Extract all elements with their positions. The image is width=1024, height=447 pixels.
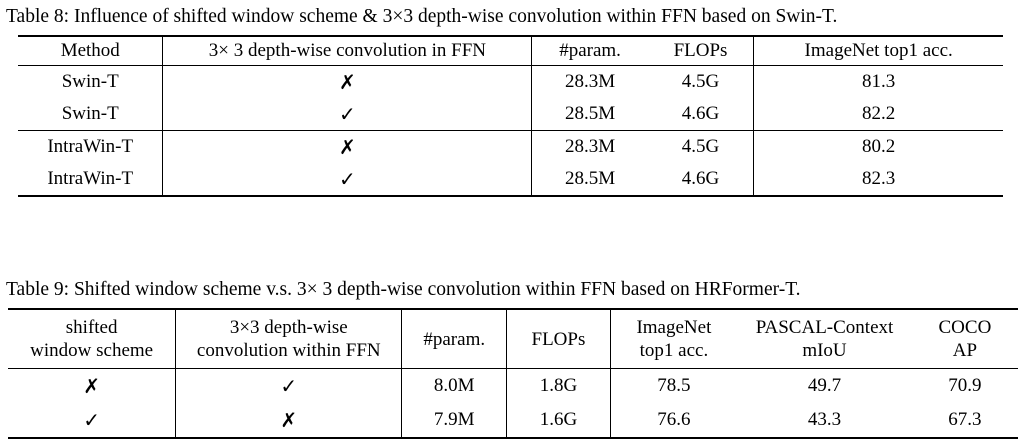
table-8 [18,35,1003,197]
table-8-header-dwconv: 3× 3 depth-wise convolution in FFN [163,36,532,66]
table-9-r0-dwconv: ✓ [176,369,402,404]
table-8-r0-dwconv: ✗ [163,66,532,99]
table-9-r1-pascal: 43.3 [737,403,912,438]
table-9-header-coco-line2: AP [952,340,978,361]
table-8-r2-acc: 80.2 [754,131,1003,164]
table-8-r1-acc: 82.2 [754,98,1003,131]
table-9-header-pascal-line2: mIoU [802,340,847,361]
table-row [18,98,1003,131]
table-8-r0-acc: 81.3 [754,66,1003,99]
table-9-r1-param: 7.9M [402,403,507,438]
table-8-header-flops: FLOPs [648,36,754,66]
table-9-header-shifted-line1: shifted [65,317,118,338]
table-9-header-shifted-line2: window scheme [30,340,154,361]
table-9-header-pascal-line1: PASCAL-Context [755,317,894,338]
table-9-header-dwconv [176,309,402,369]
table-9-r0-flops: 1.8G [507,369,610,404]
table-row [18,66,1003,99]
table-9-header-imagenet-line2: top1 acc. [639,340,709,361]
table-9-header-row [8,309,1018,369]
table-8-r2-param: 28.3M [532,131,648,164]
table-9-r0-shifted: ✗ [8,369,176,404]
table-9-r1-coco: 67.3 [912,403,1018,438]
table-row [8,369,1018,404]
table-9-header-param: #param. [402,309,507,369]
table-9-r1-flops: 1.6G [507,403,610,438]
table-8-header-row [18,36,1003,66]
table-8-r3-param: 28.5M [532,163,648,196]
table-8-r3-acc: 82.3 [754,163,1003,196]
table-9-r1-dwconv: ✗ [176,403,402,438]
table-8-r3-dwconv: ✓ [163,163,532,196]
table-9 [8,308,1018,439]
table-row [8,403,1018,438]
table-8-r1-method: Swin-T [61,103,119,124]
table-8-r2-method: IntraWin-T [18,131,163,164]
table-8-r1-flops: 4.6G [681,103,720,124]
table-9-r0-pascal: 49.7 [737,369,912,404]
table-9-caption: Table 9: Shifted window scheme v.s. 3× 3 depth-wise convolution within FFN based on HRFormer-T. [6,279,801,300]
table-9-header-pascal [737,309,912,369]
table-8-r1-dwconv: ✓ [163,98,532,131]
table-8-r0-param: 28.3M [532,66,648,99]
table-8-r0-flops: 4.5G [648,66,754,99]
table-9-r0-imagenet: 78.5 [610,369,737,404]
table-row [18,131,1003,164]
table-9-r0-coco: 70.9 [912,369,1018,404]
table-8-r2-dwconv: ✗ [163,131,532,164]
table-9-header-dwconv-line1: 3×3 depth-wise [229,317,348,338]
table-9-header-flops: FLOPs [507,309,610,369]
table-row [18,163,1003,196]
table-9-block [0,277,1024,439]
table-9-header-dwconv-line2: convolution within FFN [196,340,381,361]
table-9-header-imagenet-line1: ImageNet [636,317,712,338]
table-8-block [0,4,1024,197]
table-9-r1-imagenet: 76.6 [610,403,737,438]
table-9-header-shifted [8,309,176,369]
table-8-r1-param: 28.5M [532,98,648,131]
table-8-header-method: Method [18,36,163,66]
table-8-r3-flops: 4.6G [648,163,754,196]
table-8-r3-method: IntraWin-T [18,163,163,196]
table-9-r0-param: 8.0M [402,369,507,404]
table-8-r2-flops: 4.5G [648,131,754,164]
table-9-header-coco [912,309,1018,369]
table-9-header-imagenet [610,309,737,369]
table-8-header-acc: ImageNet top1 acc. [754,36,1003,66]
table-9-r1-shifted: ✓ [8,403,176,438]
table-8-caption: Table 8: Influence of shifted window scheme & 3×3 depth-wise convolution within FFN based on Swin-T. [6,6,838,27]
table-8-header-param: #param. [532,36,648,66]
table-8-r0-method: Swin-T [18,66,163,99]
table-9-header-coco-line1: COCO [938,317,992,338]
